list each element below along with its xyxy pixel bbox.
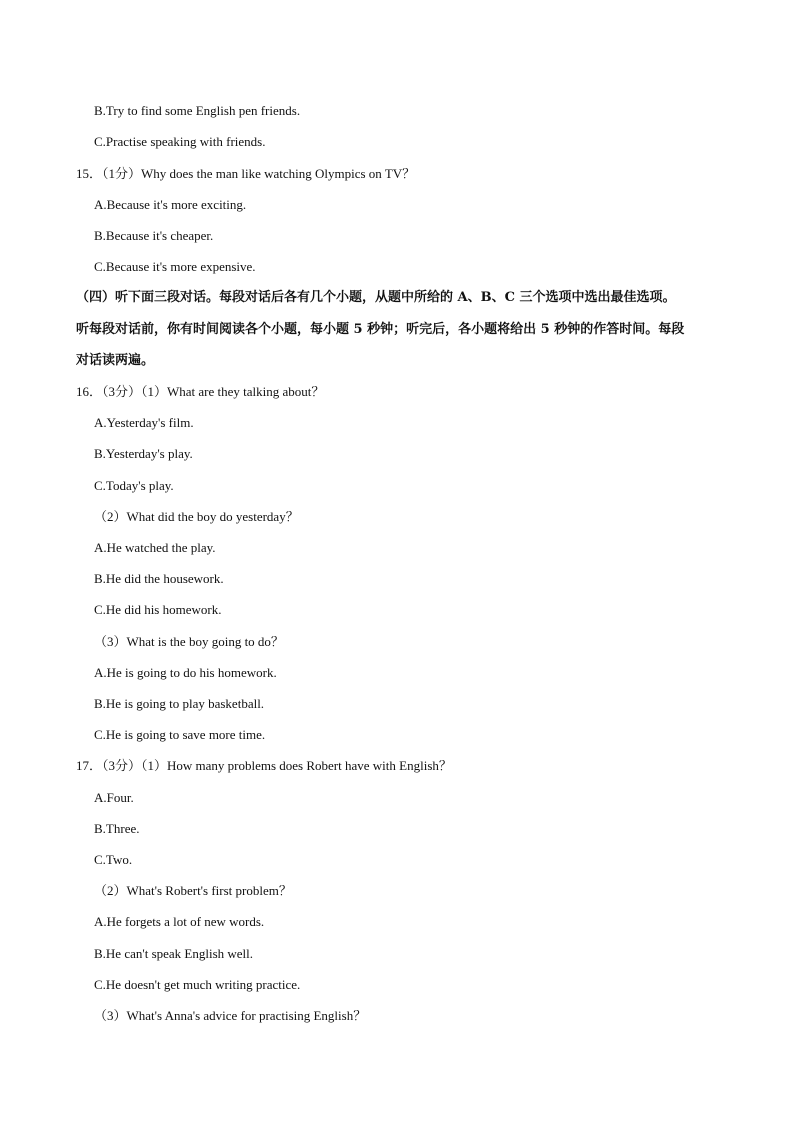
q14-option-c: C.Practise speaking with friends. <box>94 134 266 149</box>
section-4-instructions-line1: （四）听下面三段对话。每段对话后各有几个小题，从题中所给的 A、B、C 三个选项中选出最佳选项。 <box>76 290 676 305</box>
q17-part1-option-b: B.Three. <box>94 821 140 836</box>
q17-part1-option-a: A.Four. <box>94 790 134 805</box>
q16-part2-option-c: C.He did his homework. <box>94 602 222 617</box>
q15-option-a: A.Because it's more exciting. <box>94 197 247 212</box>
q16-part1-option-b: B.Yesterday's play. <box>94 446 193 461</box>
q16-part2-option-a: A.He watched the play. <box>94 540 216 555</box>
section-4-instructions-line2: 听每段对话前，你有时间阅读各个小题，每小题 5 秒钟；听完后，各小题将给出 5 秒钟的作答时间。每段 <box>76 322 685 337</box>
q17-part2-option-a: A.He forgets a lot of new words. <box>94 914 265 929</box>
q16-part2-option-b: B.He did the housework. <box>94 571 224 586</box>
q16-part1-option-c: C.Today's play. <box>94 478 174 493</box>
q14-option-b: B.Try to find some English pen friends. <box>94 103 301 118</box>
q16-part3-option-a: A.He is going to do his homework. <box>94 665 277 680</box>
q16-part1-option-a: A.Yesterday's film. <box>94 415 194 430</box>
q17-stem: 17．（3分）（1）How many problems does Robert have with English？ <box>76 758 452 773</box>
q17-part2-stem: （2）What's Robert's first problem？ <box>94 883 292 898</box>
section-4-instructions-line3: 对话读两遍。 <box>76 353 155 368</box>
q17-part1-option-c: C.Two. <box>94 852 133 867</box>
q17-part2-option-b: B.He can't speak English well. <box>94 946 254 961</box>
q16-stem: 16．（3分）（1）What are they talking about？ <box>76 384 325 399</box>
q17-part3-stem: （3）What's Anna's advice for practising English？ <box>94 1008 367 1023</box>
q15-option-c: C.Because it's more expensive. <box>94 259 256 274</box>
q16-part3-option-c: C.He is going to save more time. <box>94 727 266 742</box>
q16-part3-option-b: B.He is going to play basketball. <box>94 696 265 711</box>
q16-part3-stem: （3）What is the boy going to do？ <box>94 634 284 649</box>
q15-stem: 15．（1分）Why does the man like watching Olympics on TV？ <box>76 166 416 181</box>
q17-part2-option-c: C.He doesn't get much writing practice. <box>94 977 301 992</box>
q15-option-b: B.Because it's cheaper. <box>94 228 214 243</box>
q16-part2-stem: （2）What did the boy do yesterday？ <box>94 509 299 524</box>
